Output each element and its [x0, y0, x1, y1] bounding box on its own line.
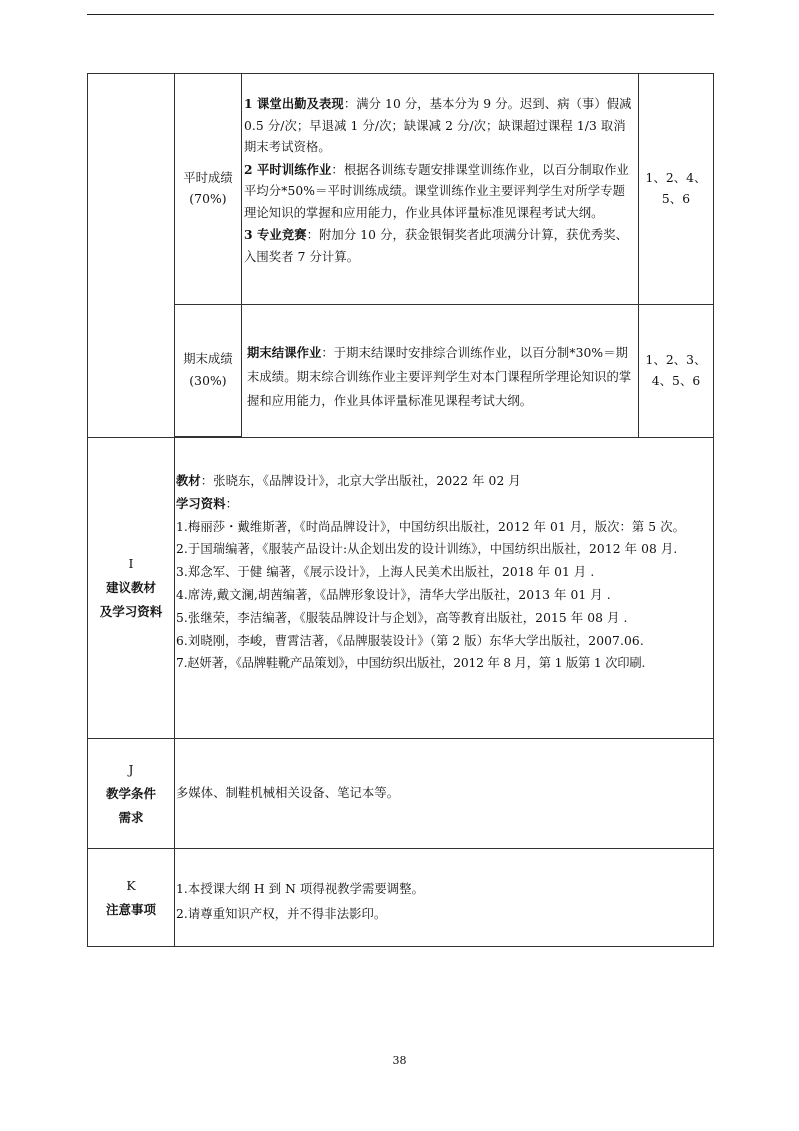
final-grade-label-cell: [174, 304, 241, 437]
material-item-3: 3.郑念军、于健 编著，《展示设计》，上海人民美术出版社，2018 年 01 月 .: [176, 565, 595, 580]
section-j-label-1: 教学条件: [105, 785, 156, 801]
section-j-letter: J: [128, 761, 134, 777]
regular-objectives-cell: [639, 73, 714, 304]
section-k-letter: K: [126, 877, 136, 893]
material-item-4: 4.席涛,戴文澜,胡茜编著，《品牌形象设计》，清华大学出版社，2013 年 01 月 .: [176, 587, 611, 602]
final-grade-label: 期末成绩: [183, 352, 233, 366]
final-objectives-cell: [639, 304, 714, 437]
final-grade-percent: (30%): [189, 373, 227, 388]
section-i-letter: I: [128, 556, 134, 571]
final-objectives: 1、2、3、4、5、6: [645, 352, 707, 388]
regular-grade-label: 平时成绩: [183, 170, 233, 185]
regular-grade-label-cell: [174, 73, 241, 304]
regular-item-1: 1 课堂出勤及表现：满分 10 分，基本分为 9 分。迟到、病（事）假减 0.5 分/次；早退减 1 分/次；缺课减 2 分/次；缺课超过课程 1/3 取消期末考试资格。: [244, 96, 632, 154]
section-i-label-cell: [87, 437, 174, 738]
notice-item-2: 2.请尊重知识产权，并不得非法影印。: [176, 907, 387, 921]
material-item-6: 6.刘晓刚，李峻，曹霄洁著，《品牌服装设计》（第 2 版）东华大学出版社，2007.06.: [176, 633, 644, 648]
section-i-content: [174, 437, 714, 738]
material-item-1: 1.梅丽莎・戴维斯著，《时尚品牌设计》，中国纺织出版社，2012 年 01 月，版次：第 5 次。: [176, 519, 686, 534]
final-grade-content: 期末结课作业：于期末结课时安排综合训练作业，以百分制*30%＝期末成绩。期末综合训练作业主要评判学生对本门课程所学理论知识的掌握和应用能力，作业具体评量标准见课程考试大纲。: [241, 304, 639, 437]
section-k-label-cell: [87, 848, 174, 947]
material-item-5: 5.张继荣，李洁编著，《服装品牌设计与企划》，高等教育出版社，2015 年 08 月 .: [176, 610, 628, 625]
regular-item-2: 2 平时训练作业：根据各训练专题安排课堂训练作业，以百分制取作业平均分*50%＝平时训练成绩。课堂训练作业主要评判学生对所学专题理论知识的掌握和应用能力，作业具体评量标准见课程考试大纲。: [244, 161, 629, 220]
section-i-label-1: 建议教材: [105, 580, 156, 595]
regular-objectives: 1、2、4、5、6: [645, 170, 707, 206]
regular-grade-content: [241, 73, 639, 304]
header-rule: [87, 14, 714, 15]
material-item-7: 7.赵妍著，《品牌鞋靴产品策划》，中国纺织出版社，2012 年 8 月，第 1 版第 1 次印刷.: [176, 656, 646, 671]
section-k-label: 注意事项: [105, 901, 156, 917]
page-number: 38: [392, 1054, 407, 1067]
section-k-content: [174, 848, 714, 947]
notice-item-1: 1.本授课大纲 H 到 N 项得视教学需要调整。: [176, 882, 425, 896]
regular-grade-percent: (70%): [189, 192, 227, 206]
section-j-content: [174, 738, 714, 848]
section-j-label-cell: [87, 738, 174, 848]
materials-heading: 学习资料：: [176, 495, 238, 511]
regular-item-3: 3 专业竞赛：附加分 10 分，获金银铜奖者此项满分计算，获优秀奖、入围奖者 7 分计算。: [244, 227, 629, 264]
section-j-label-2: 需求: [118, 809, 144, 825]
textbook-line: 教材：张晓东，《品牌设计》，北京大学出版社，2022 年 02 月: [176, 473, 521, 488]
material-item-2: 2.于国瑞编著，《服装产品设计:从企划出发的设计训练》，中国纺织出版社，2012 年 08 月.: [176, 542, 678, 557]
teaching-conditions: 多媒体、制鞋机械相关设备、笔记本等。: [176, 785, 400, 800]
section-i-label-2: 及学习资料: [99, 604, 163, 619]
section-label-cell-assessment: [87, 73, 174, 437]
